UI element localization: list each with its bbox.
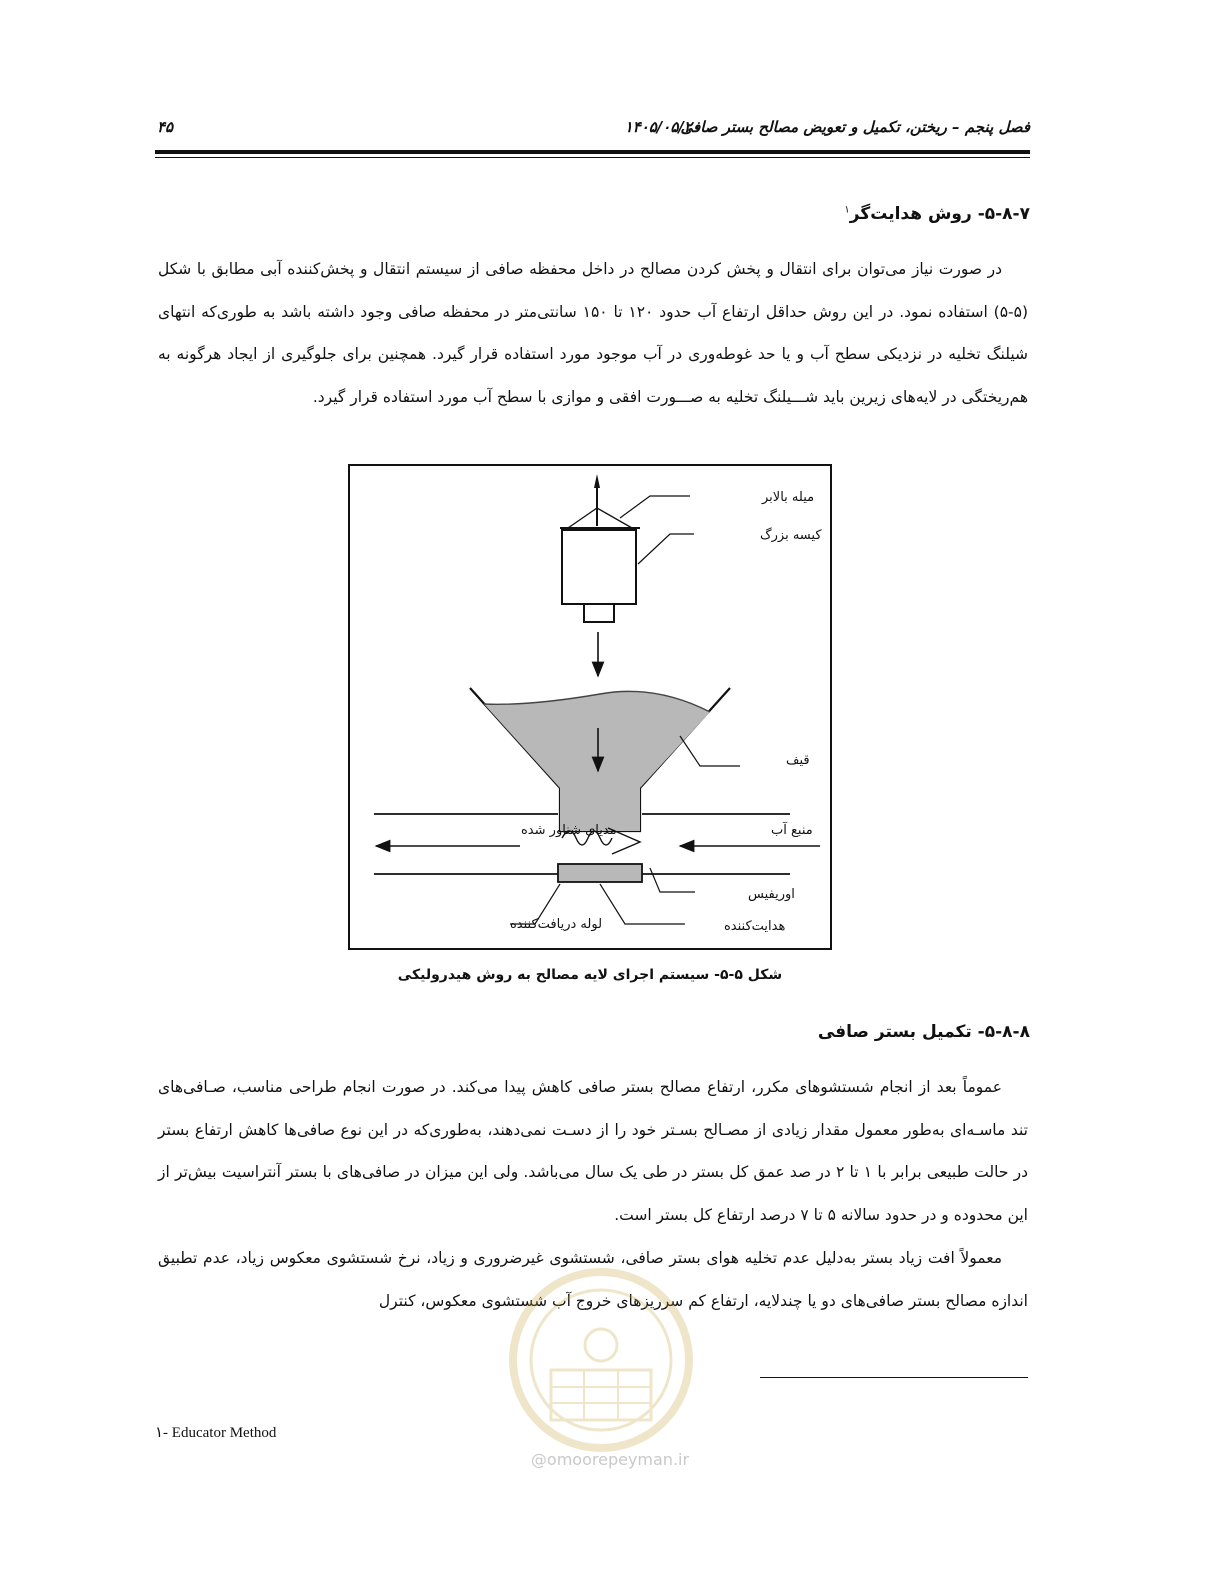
funnel xyxy=(470,688,730,831)
label-receiving-pipe: لوله دریافت‌کننده xyxy=(510,917,603,932)
header-rule-thick xyxy=(155,150,1030,154)
footnote: ۱- Educator Method xyxy=(155,1425,277,1441)
running-header xyxy=(155,118,1030,140)
label-big-bag: کیسه بزرگ xyxy=(760,528,822,543)
header-rule-thin xyxy=(155,157,1030,158)
label-educator: هدایت‌کننده xyxy=(724,919,786,934)
section-heading-filter-completion: ۵-۸-۸- تکمیل بستر صافی xyxy=(817,1022,1030,1042)
watermark-url: @omoorepeyman.ir xyxy=(530,1450,690,1469)
label-funnel: قیف xyxy=(786,753,810,768)
label-floating-media: مدیای شناور شده xyxy=(521,823,617,838)
footnote-mark: ۱ xyxy=(844,204,850,216)
label-orifice: اوریفیس xyxy=(748,887,795,902)
watermark-logo xyxy=(496,1260,706,1480)
figure-diagram xyxy=(350,466,834,952)
paragraph-bed-loss: عموماً بعد از انجام شستشوهای مکرر، ارتفاع مصالح بستر صافی کاهش پیدا می‌کند. در صورت انجام طراحی مناسب، صـافی‌های تند ماسـه‌ای به‌طور معمول مقدار زیادی از مصـالح بسـتر خود را از دسـت نمی‌دهند، به‌طوری‌که در این نوع صافی‌ها کاهش ارتفاع بستر در حالت طبیعی برابر با ۱ تا ۲ در صد عمق کل بستر در طی یک سال می‌باشد. ولی این میزان در صافی‌های با بستر آنتراسیت بیش‌تر از این محدوده و در حدود سالانه ۵ تا ۷ درصد ارتفاع کل بستر است. xyxy=(158,1078,1029,1224)
label-lifting-rod: میله بالابر xyxy=(762,490,815,505)
section-heading-educator: ۵-۸-۷- روش هدایت‌گر$^۱$ xyxy=(844,204,1030,224)
paragraph-educator-method: در صورت نیاز می‌توان برای انتقال و پخش کردن مصالح در داخل محفظه صافی از سیستم انتقال و پخش‌کننده آبی مطابق با شکل (۵-۵) استفاده نمود. در این روش حداقل ارتفاع آب حدود ۱۲۰ تا ۱۵۰ سانتی‌متر در محفظه صافی وجود داشته باشد به طوری‌که انتهای شیلنگ تخلیه در نزدیکی سطح آب و یا حد غوطه‌وری در آب موجود مورد استفاده قرار گیرد. همچنین برای جلوگیری از ایجاد هرگونه به هم‌ریختگی در لایه‌های زیرین باید شـــیلنگ تخلیه به صـــورت افقی و موازی با سطح آب مورد استفاده قرار گیرد. xyxy=(158,260,1029,406)
figure-caption: شکل ۵-۵- سیستم اجرای لایه مصالح به روش هیدرولیکی xyxy=(397,967,783,983)
bag-assembly xyxy=(560,474,640,622)
header-date: ۱۴۰۵/۰۵/۲۰ xyxy=(624,118,700,136)
paragraph-loss-causes: معمولاً افت زیاد بستر به‌دلیل عدم تخلیه هوای بستر صافی، شستشوی غیرضروری و زیاد، نرخ شستشوی معکوس زیاد، عدم تطبیق اندازه مصالح بستر صافی‌های دو یا چندلایه، ارتفاع کم سرریزهای خروج آب شستشوی معکوس، کنترل xyxy=(158,1249,1028,1310)
chapter-title: فصل پنجم – ریختن، تکمیل و تعویض مصالح بستر صافی xyxy=(680,118,1030,136)
footnote-rule xyxy=(760,1377,1028,1378)
page-number: ۴۵ xyxy=(157,118,174,136)
label-water-source: منبع آب xyxy=(771,823,813,838)
figure-hydraulic-system xyxy=(348,464,832,950)
